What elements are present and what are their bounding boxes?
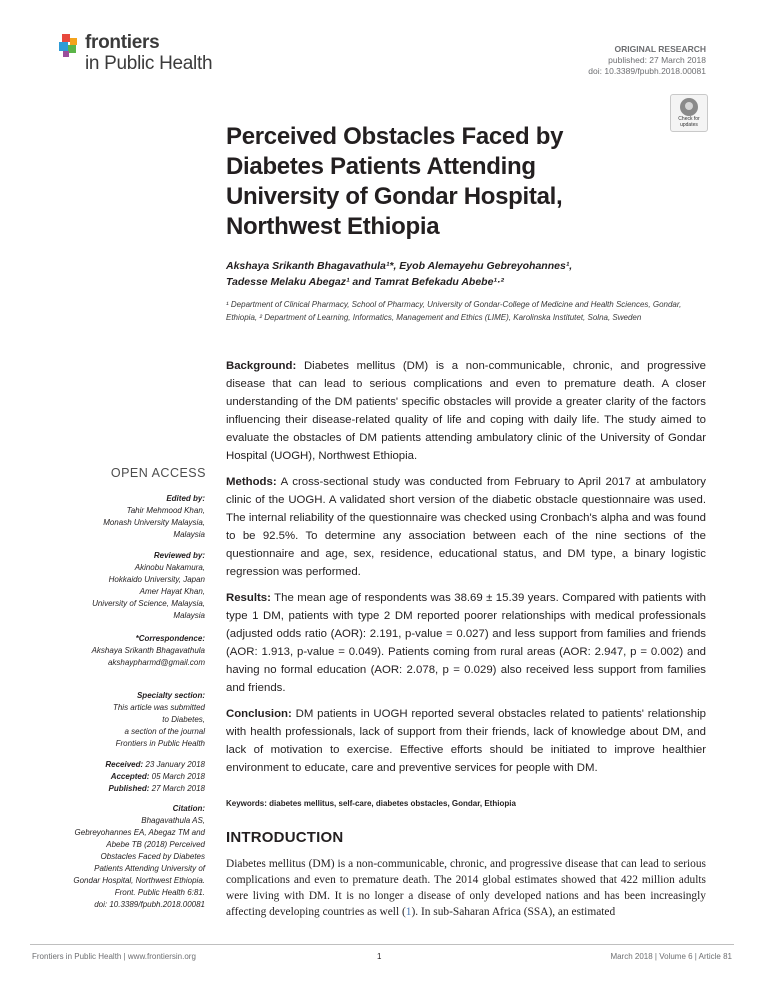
reviewer-line: University of Science, Malaysia, <box>92 599 205 608</box>
article-title: Perceived Obstacles Faced by Diabetes Patients Attending University of Gondar Hospital, Northwest Ethiopia <box>226 123 564 240</box>
specialty-line: Frontiers in Public Health <box>115 739 205 748</box>
author-list <box>226 258 666 290</box>
citation-line: Obstacles Faced by Diabetes <box>100 852 205 861</box>
abstract-background <box>226 357 706 465</box>
article-meta-header <box>588 44 706 77</box>
intro-paragraph <box>226 856 706 920</box>
check-updates-label: Check for updates <box>678 116 700 128</box>
correspondence-label: *Correspondence: <box>135 634 205 643</box>
dates-block <box>40 759 205 795</box>
logo-block-orange <box>70 38 77 45</box>
update-check-icon <box>680 98 698 116</box>
results-text: The mean age of respondents was 38.69 ± 15.39 years. Compared with patients with type 1 DM, patients with type 2 DM reported poorer relationships with medical professionals (adjusted odds ratio (AOR): 2.191, p-value = 0.027) and less support from families and friends (AOR: 1.913, p-value = 0.049). Patients coming from rural areas (AOR: 2.947, p = 0.002) and having no formal education (AOR: 2.078, p = 0.029) also received less support from families and friends. <box>226 592 706 694</box>
citation-line: Front. Public Health 6:81. <box>114 888 205 897</box>
doi-link[interactable]: doi: 10.3389/fpubh.2018.00081 <box>588 66 706 76</box>
specialty-label: Specialty section: <box>136 691 205 700</box>
received-label: Received: <box>105 760 144 769</box>
accepted-date: 05 March 2018 <box>151 772 205 781</box>
specialty-block <box>40 690 205 750</box>
specialty-line: a section of the journal <box>124 727 205 736</box>
citation-block <box>40 803 205 911</box>
keywords-label: Keywords: <box>226 799 267 808</box>
accepted-label: Accepted: <box>110 772 150 781</box>
check-for-updates-button[interactable] <box>670 94 708 132</box>
conclusion-label: Conclusion: <box>226 708 292 720</box>
author-line-1: Akshaya Srikanth Bhagavathula¹*, Eyob Alemayehu Gebreyohannes¹, <box>226 260 573 272</box>
keywords <box>226 799 706 808</box>
frontiers-logo-icon <box>57 34 81 58</box>
abstract <box>226 357 706 785</box>
citation-label: Citation: <box>172 804 205 813</box>
reviewed-by-label: Reviewed by: <box>153 551 205 560</box>
citation-line: Bhagavathula AS, <box>141 816 205 825</box>
logo-block-green <box>68 45 76 53</box>
footer-divider <box>30 944 734 945</box>
intro-text-b: ). In sub-Saharan Africa (SSA), an estimated <box>411 906 616 918</box>
specialty-line: to Diabetes, <box>162 715 205 724</box>
correspondence-name: Akshaya Srikanth Bhagavathula <box>91 646 205 655</box>
intro-text-a: Diabetes mellitus (DM) is a non-communicable, chronic, and progressive disease that can lead to serious complications and even to premature death. The 2014 global estimates showed that 422 million adults were living with DM. It is no longer a disease of only developed nations and has been increasingly affecting developing countries as well ( <box>226 858 706 918</box>
citation-line: Gondar Hospital, Northwest Ethiopia. <box>73 876 205 885</box>
edited-by-block <box>40 493 205 541</box>
correspondence-email[interactable]: akshaypharmd@gmail.com <box>107 658 205 667</box>
abstract-methods <box>226 473 706 581</box>
footer-issue-info: March 2018 | Volume 6 | Article 81 <box>610 952 732 961</box>
article-type: ORIGINAL RESEARCH <box>614 44 706 54</box>
specialty-line: This article was submitted <box>112 703 205 712</box>
page-number: 1 <box>377 952 382 961</box>
editor-line: Monash University Malaysia, <box>103 518 205 527</box>
author-line-2: Tadesse Melaku Abegaz¹ and Tamrat Befekadu Abebe¹·² <box>226 276 504 288</box>
logo-journal-text: in Public Health <box>85 53 213 74</box>
reviewer-line: Amer Hayat Khan, <box>139 587 205 596</box>
published-side-date: 27 March 2018 <box>151 784 205 793</box>
published-label: Published: <box>108 784 150 793</box>
editor-line: Tahir Mehmood Khan, <box>126 506 205 515</box>
abstract-conclusion <box>226 705 706 777</box>
citation-line: Gebreyohannes EA, Abegaz TM and <box>74 828 205 837</box>
footer-journal-link[interactable]: Frontiers in Public Health | www.frontiersin.org <box>32 952 196 961</box>
logo-block-blue <box>59 42 68 51</box>
published-date: published: 27 March 2018 <box>608 55 706 65</box>
edited-by-label: Edited by: <box>166 494 205 503</box>
intro-heading: INTRODUCTION <box>226 829 344 846</box>
citation-line: Patients Attending University of <box>94 864 205 873</box>
citation-doi[interactable]: doi: 10.3389/fpubh.2018.00081 <box>94 900 205 909</box>
logo-block-purple <box>63 51 69 57</box>
logo-brand-text: frontiers <box>85 32 160 53</box>
background-text: Diabetes mellitus (DM) is a non-communicable, chronic, and progressive disease that can lead to serious complications and even to premature death. A closer understanding of the DM patients' specific obstacles will provide a greater clarity of the factors influencing their disease-related quality of life and coping with daily life. The study aimed to evaluate the obstacles of DM patients attending ambulatory clinic of the University of Gondar Hospital (UOGH), Northwest Ethiopia. <box>226 360 706 462</box>
abstract-results <box>226 589 706 697</box>
keywords-values: diabetes mellitus, self-care, diabetes obstacles, Gondar, Ethiopia <box>269 799 516 808</box>
open-access-label: OPEN ACCESS <box>110 466 206 480</box>
reviewer-line: Akinobu Nakamura, <box>134 563 205 572</box>
editor-line: Malaysia <box>173 530 205 539</box>
conclusion-text: DM patients in UOGH reported several obstacles related to patients' relationship with health professionals, lack of support from their friends, lack of knowledge about DM, and lack of motivation to exercise. Effective efforts should be initiated to improve healthier environment to educate, care and preventive services for people with DM. <box>226 708 707 774</box>
logo-block-red <box>62 34 70 42</box>
journal-logo[interactable] <box>57 32 217 82</box>
reviewer-line: Malaysia <box>173 611 205 620</box>
reviewer-line: Hokkaido University, Japan <box>108 575 205 584</box>
reviewed-by-block <box>40 550 205 622</box>
received-date: 23 January 2018 <box>145 760 205 769</box>
correspondence-block <box>40 633 205 669</box>
background-label: Background: <box>226 360 297 372</box>
methods-label: Methods: <box>226 476 277 488</box>
methods-text: A cross-sectional study was conducted from February to April 2017 at ambulatory clinic of the UOGH. A validated short version of the diabetic obstacle questionnaire was used. The internal reliability of the questionnaire was checked using Cronbach's alpha and was found to be 92.5%. To determine any association between each of the nine sections of the questionnaire and age, sex, residence, educational status, and DM type, a binary logistic regression was performed. <box>226 476 706 578</box>
citation-line: Abebe TB (2018) Perceived <box>106 840 205 849</box>
results-label: Results: <box>226 592 271 604</box>
affiliations: ¹ Department of Clinical Pharmacy, School of Pharmacy, University of Gondar-College of Medicine and Health Sciences, Gondar, Ethiopia, ² Department of Learning, Informatics, Management and Ethics (LIME), Karolinska Institutet, Solna, Sweden <box>226 300 682 322</box>
citation-link[interactable]: 1 <box>405 906 412 918</box>
